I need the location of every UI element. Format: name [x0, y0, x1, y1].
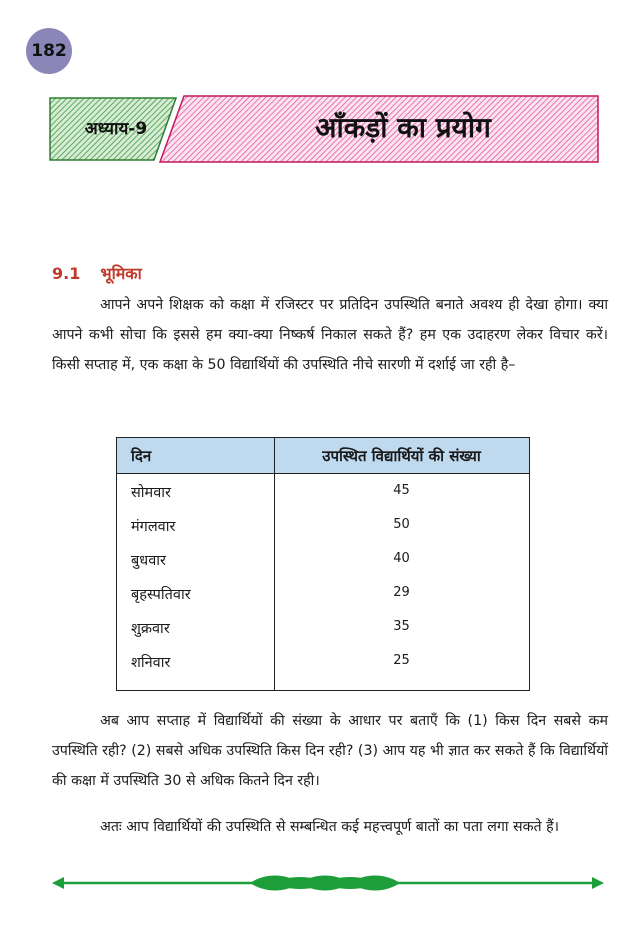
- row-day: बुधवार: [131, 553, 166, 569]
- conclusion-text: अतः आप विद्यार्थियों की उपस्थिति से सम्बन्धित कई महत्त्वपूर्ण बातों का पता लगा सकते हैं।: [100, 819, 560, 835]
- ornamental-divider-icon: [50, 870, 606, 896]
- table-row: [117, 577, 529, 611]
- table-row: [117, 611, 529, 645]
- table-row: [117, 475, 529, 509]
- row-count: 29: [393, 585, 410, 600]
- header-count: उपस्थित विद्यार्थियों की संख्या: [322, 447, 481, 465]
- questions-paragraph: [52, 706, 608, 796]
- conclusion-paragraph: [52, 812, 608, 842]
- row-day: शुक्रवार: [131, 621, 170, 637]
- row-count: 25: [393, 653, 410, 668]
- attendance-table: [116, 437, 530, 691]
- row-count: 50: [393, 517, 410, 532]
- section-number: 9.1: [52, 264, 81, 283]
- row-count: 45: [393, 483, 410, 498]
- section-title: भूमिका: [100, 264, 142, 283]
- table-header: [117, 438, 529, 474]
- intro-text: आपने अपने शिक्षक को कक्षा में रजिस्टर पर प्रतिदिन उपस्थिति बनाते अवश्य ही देखा होगा। क्या आपने कभी सोचा कि इससे हम क्या-क्या निष्कर्ष निकाल सकते हैं? हम एक उदाहरण लेकर विचार करें। किसी सप्ताह में, एक कक्षा के 50 विद्यार्थियों की उपस्थिति नीचे सारणी में दर्शाई जा रही है–: [52, 297, 608, 373]
- table-row: [117, 509, 529, 543]
- chapter-title: आँकड़ों का प्रयोग: [315, 111, 491, 144]
- chapter-label: अध्याय-9: [84, 119, 148, 139]
- row-day: सोमवार: [131, 485, 171, 501]
- header-day: दिन: [131, 447, 152, 465]
- row-day: शनिवार: [131, 655, 171, 671]
- intro-paragraph: [52, 290, 608, 380]
- page-number-badge: [26, 28, 72, 74]
- questions-text: अब आप सप्ताह में विद्यार्थियों की संख्या के आधार पर बताएँ कि (1) किस दिन सबसे कम उपस्थिति रही? (2) सबसे अधिक उपस्थिति किस दिन रही? (3) आप यह भी ज्ञात कर सकते हैं कि विद्यार्थियों की कक्षा में उपस्थिति 30 से अधिक कितने दिन रही।: [52, 713, 608, 789]
- section-heading: [52, 262, 142, 284]
- row-count: 40: [393, 551, 410, 566]
- row-day: मंगलवार: [131, 519, 176, 535]
- row-count: 35: [393, 619, 410, 634]
- row-day: बृहस्पतिवार: [131, 587, 191, 603]
- table-row: [117, 543, 529, 577]
- table-row: [117, 645, 529, 679]
- page-number: 182: [31, 41, 67, 61]
- chapter-banner: [48, 94, 600, 164]
